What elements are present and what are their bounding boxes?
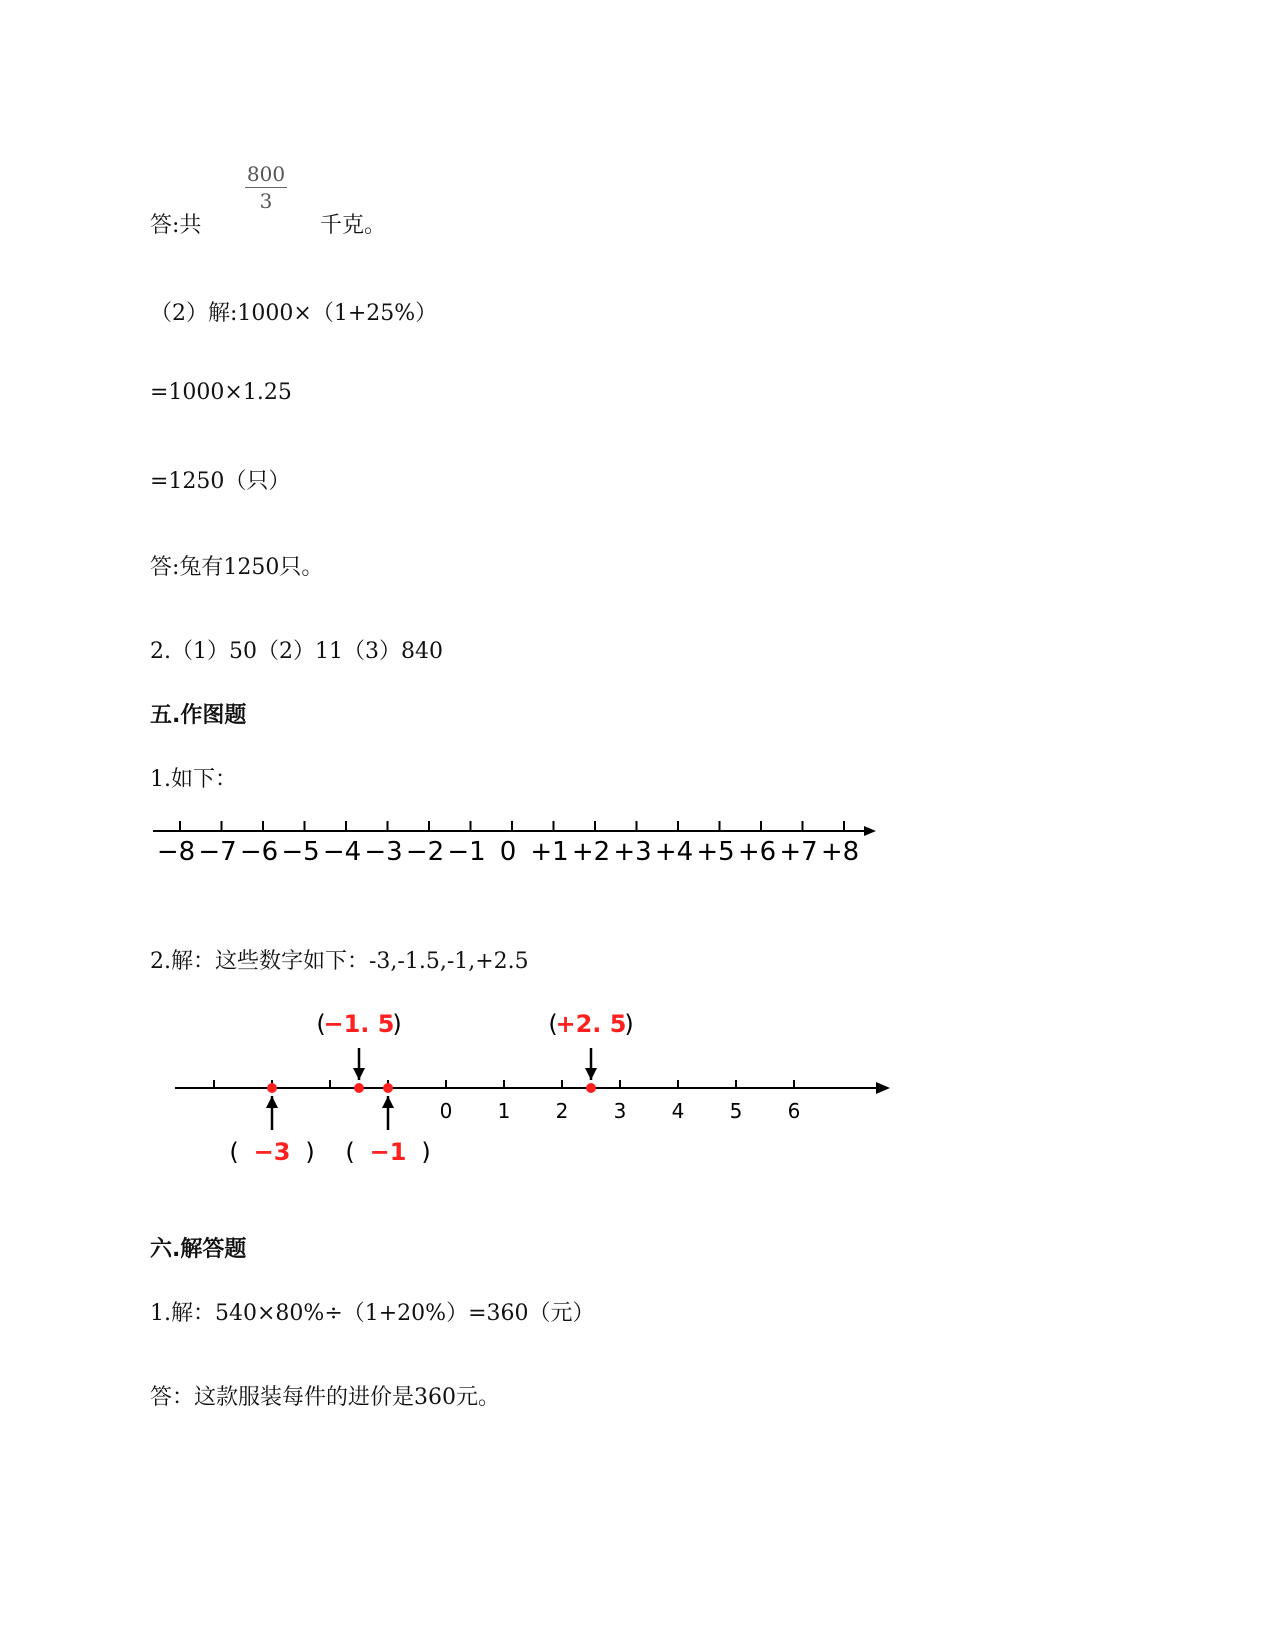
number-line-1-label: +4: [654, 837, 694, 867]
number-line-2-point-label: −1. 5: [323, 1010, 395, 1038]
number-line-1-label: −3: [364, 837, 403, 867]
number-line-1-label: −1: [447, 837, 486, 867]
number-line-2-point: [354, 1083, 364, 1093]
number-line-2-arrowhead-marker: [353, 1068, 365, 1080]
number-line-2-point: [267, 1083, 277, 1093]
number-line-1-label: +8: [820, 837, 860, 867]
number-line-1-label: 0: [499, 837, 517, 867]
part2-answer: 答:兔有1250只。: [150, 555, 324, 580]
number-line-2-arrowhead-marker: [382, 1096, 394, 1108]
question2-answer: 2.（1）50（2）11（3）840: [150, 639, 443, 664]
number-line-2-point: [586, 1083, 596, 1093]
number-line-2-paren-close: ): [624, 1010, 634, 1038]
number-line-2-point-label: −1: [369, 1138, 407, 1166]
number-line-1-arrowhead: [864, 826, 876, 836]
number-line-2-paren-open: (: [229, 1138, 239, 1166]
number-line-2-point: [383, 1083, 393, 1093]
fraction-bar: [245, 187, 287, 188]
fraction-numerator: 800: [246, 162, 286, 186]
number-line-2-arrowhead-marker: [266, 1096, 278, 1108]
number-line-2-tick-label: 1: [497, 1099, 511, 1123]
number-line-2-tick-label: 6: [787, 1099, 801, 1123]
part2-line3: =1250（只）: [150, 469, 291, 494]
section5-item2: 2.解：这些数字如下：-3,-1.5,-1,+2.5: [150, 949, 529, 974]
number-line-2-paren-open: (: [548, 1010, 558, 1038]
number-line-2-paren-close: ): [305, 1138, 315, 1166]
number-line-1-label: −2: [405, 837, 445, 867]
number-line-1-label: −5: [281, 837, 320, 867]
number-line-1-label: +2: [571, 837, 611, 867]
number-line-1-label: −8: [156, 837, 196, 867]
part2-line2: =1000×1.25: [150, 380, 292, 405]
number-line-1-label: +5: [696, 837, 735, 867]
number-line-2-tick-label: 3: [613, 1099, 627, 1123]
number-line-2-tick-label: 5: [729, 1099, 743, 1123]
number-line-2-paren-close: ): [392, 1010, 402, 1038]
number-line-2-point-label: −3: [253, 1138, 291, 1166]
number-line-2-point-label: +2. 5: [555, 1010, 627, 1038]
answer-suffix: 千克。: [320, 213, 387, 238]
section6-item1: 1.解：540×80%÷（1+20%）=360（元）: [150, 1301, 595, 1326]
number-line-2-arrowhead: [876, 1082, 890, 1094]
number-line-2-paren-close: ): [421, 1138, 431, 1166]
number-line-1-label: +6: [737, 837, 777, 867]
section6-answer: 答：这款服装每件的进价是360元。: [150, 1385, 500, 1410]
number-line-2-arrowhead-marker: [585, 1068, 597, 1080]
number-line-2-paren-open: (: [345, 1138, 355, 1166]
answer-prefix: 答:共: [150, 213, 202, 238]
number-line-2-paren-open: (: [316, 1010, 326, 1038]
number-line-1-label: −7: [198, 837, 237, 867]
answer-total-line: [150, 208, 201, 239]
section5-heading: 五.作图题: [150, 703, 247, 728]
number-line-1-label: −6: [239, 837, 279, 867]
part2-line1: （2）解:1000×（1+25%）: [150, 301, 438, 326]
number-line-1-label: −4: [322, 837, 362, 867]
fraction: [243, 162, 289, 213]
number-line-2-tick-label: 4: [671, 1099, 685, 1123]
number-line-2-tick-label: 0: [439, 1099, 453, 1123]
fraction-denominator: 3: [259, 189, 273, 213]
number-line-2: [170, 1000, 900, 1180]
section5-item1: 1.如下：: [150, 767, 237, 792]
number-line-1-label: +1: [530, 837, 569, 867]
number-line-1: [140, 818, 880, 878]
number-line-1-label: +3: [613, 837, 652, 867]
number-line-2-tick-label: 2: [555, 1099, 569, 1123]
section6-heading: 六.解答题: [150, 1237, 247, 1262]
number-line-1-label: +7: [779, 837, 818, 867]
